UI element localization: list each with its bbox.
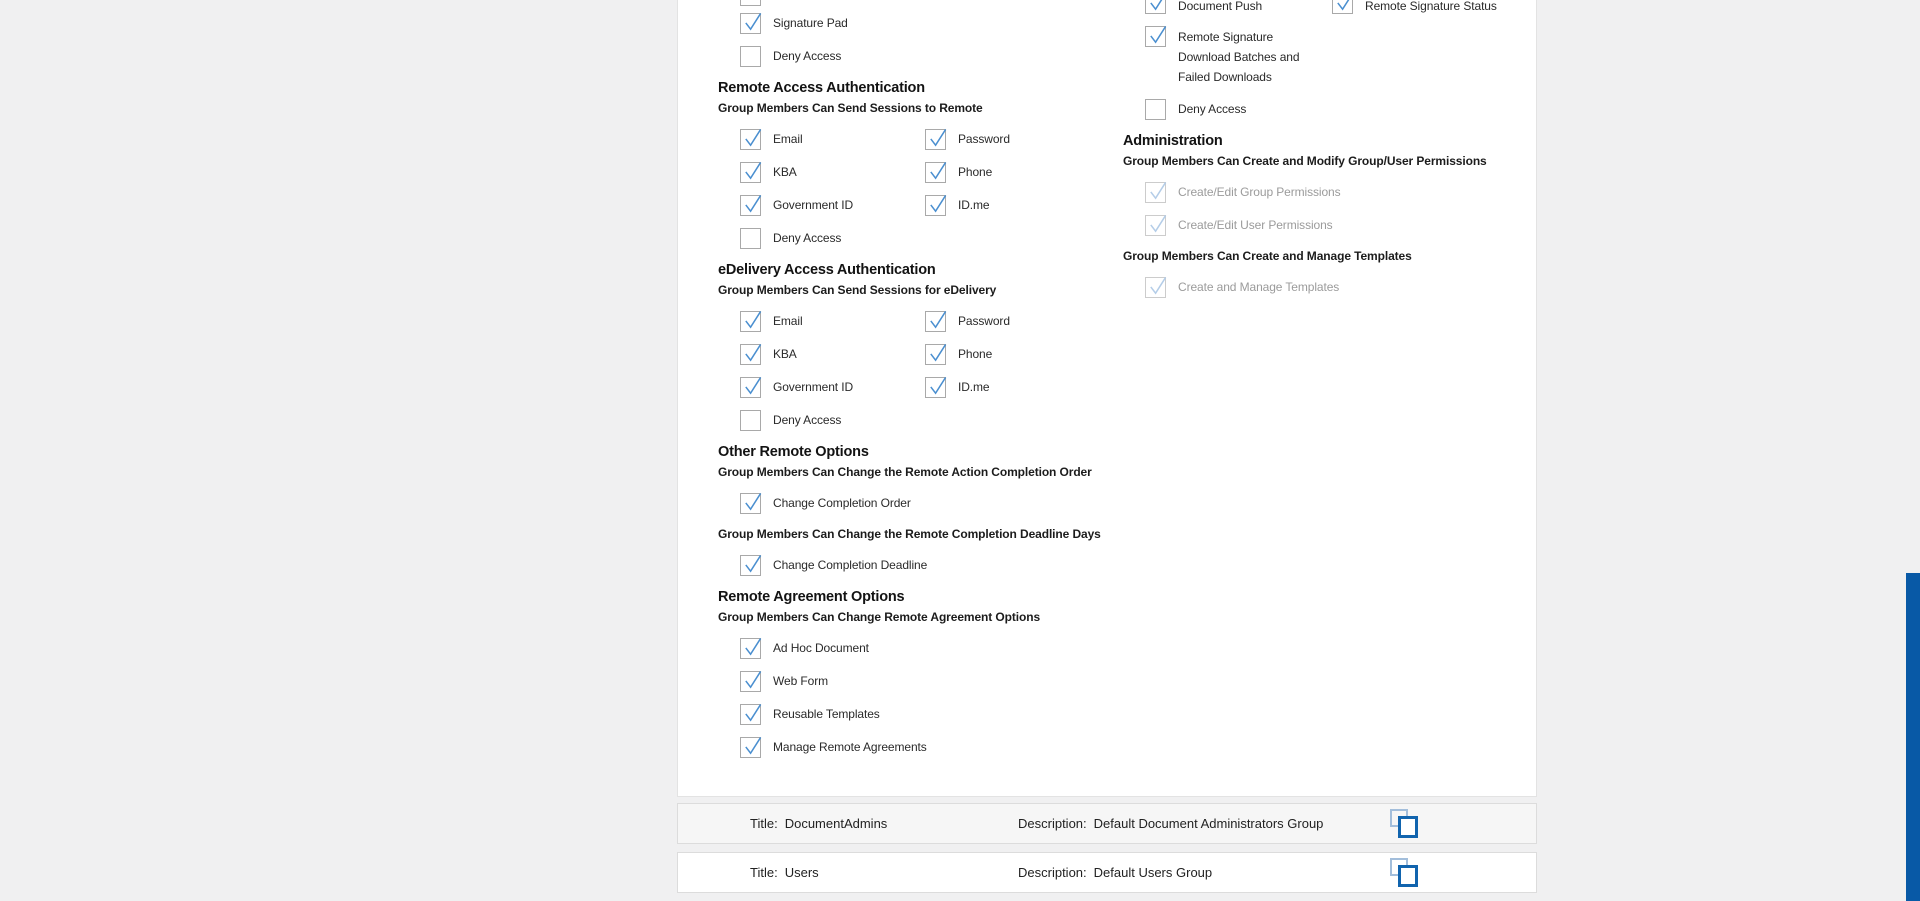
- check-label-create-edit-user-permissions: Create/Edit User Permissions: [1178, 218, 1333, 232]
- check-item-document-push: [1145, 0, 1310, 14]
- check-item-deny-access: [1145, 99, 1528, 120]
- checklist: [718, 493, 1118, 514]
- checkmark-icon: [742, 192, 763, 216]
- check-label-remote-signature: [1178, 26, 1299, 87]
- checkmark-icon: [927, 126, 948, 150]
- check-label-manage-remote-agreements: Manage Remote Agreements: [773, 740, 927, 754]
- create-edit-group-permissions-checkbox[interactable]: [1145, 182, 1166, 203]
- scrollbar-thumb[interactable]: [1906, 573, 1920, 901]
- group-row-documentadmins[interactable]: [677, 803, 1537, 844]
- section-subheading-group-members-can-create-and-modify-group-user-permissions: Group Members Can Create and Modify Group/User Permissions: [1123, 154, 1487, 168]
- section-subheading-group-members-can-create-and-manage-templates: Group Members Can Create and Manage Templates: [1123, 249, 1412, 263]
- check-label-phone: Phone: [958, 347, 993, 361]
- check-label-line: Failed Downloads: [1178, 70, 1272, 84]
- check-item-web-form: [740, 671, 1118, 692]
- checkgrid: [718, 311, 1118, 410]
- check-label-id-me: ID.me: [958, 198, 990, 212]
- checkmark-icon: [742, 635, 763, 659]
- checkmark-icon: [742, 341, 763, 365]
- check-label-deny-access: Deny Access: [1178, 102, 1247, 116]
- phone-checkbox[interactable]: [925, 344, 946, 365]
- check-item-remote-signature-status: [1332, 0, 1528, 14]
- check-label-deny-access: Deny Access: [773, 231, 842, 245]
- check-label-email: Email: [773, 314, 803, 328]
- section-heading-edelivery-access-authentication: eDelivery Access Authentication: [718, 262, 936, 278]
- check-label-create-edit-group-permissions: Create/Edit Group Permissions: [1178, 185, 1341, 199]
- signature-pad-checkbox[interactable]: [740, 13, 761, 34]
- group-title-value: Users: [784, 865, 819, 880]
- check-item-signature-pad: [740, 13, 1118, 34]
- remote-signature-status-checkbox[interactable]: [1332, 0, 1353, 14]
- partially-visible-checkbox[interactable]: [740, 0, 761, 6]
- kba-checkbox[interactable]: [740, 162, 761, 183]
- checkmark-icon: [742, 490, 763, 514]
- section-heading-remote-access-authentication: Remote Access Authentication: [718, 80, 925, 96]
- phone-checkbox[interactable]: [925, 162, 946, 183]
- remote-signature-checkbox[interactable]: [1145, 26, 1166, 47]
- email-checkbox[interactable]: [740, 129, 761, 150]
- check-label-change-completion-order: Change Completion Order: [773, 496, 911, 510]
- check-label-web-form: Web Form: [773, 674, 828, 688]
- check-item-id-me: [925, 195, 1118, 216]
- checkmark-icon: [1147, 23, 1168, 47]
- manage-remote-agreements-checkbox[interactable]: [740, 737, 761, 758]
- check-label-signature-pad: Signature Pad: [773, 16, 848, 30]
- check-label-kba: KBA: [773, 165, 797, 179]
- document-push-checkbox[interactable]: [1145, 0, 1166, 14]
- change-completion-order-checkbox[interactable]: [740, 493, 761, 514]
- section-subheading-group-members-can-change-the-remote-completion-deadline-days: Group Members Can Change the Remote Completion Deadline Days: [718, 527, 1101, 541]
- deny-access-checkbox[interactable]: [740, 410, 761, 431]
- group-title-label: Title:: [750, 865, 778, 880]
- government-id-checkbox[interactable]: [740, 195, 761, 216]
- checklist: [718, 13, 1118, 67]
- check-item-government-id: [740, 377, 903, 398]
- copy-icon-front-square: [1398, 816, 1418, 838]
- checkmark-icon: [1147, 179, 1168, 203]
- check-item-deny-access: [740, 228, 1118, 249]
- checkmark-icon: [742, 10, 763, 34]
- check-item-deny-access: [740, 46, 1118, 67]
- copy-icon[interactable]: [1390, 809, 1418, 838]
- deny-access-checkbox[interactable]: [1145, 99, 1166, 120]
- check-label-ad-hoc-document: Ad Hoc Document: [773, 641, 869, 655]
- group-description: [1018, 865, 1212, 880]
- check-item-reusable-templates: [740, 704, 1118, 725]
- check-label-kba: KBA: [773, 347, 797, 361]
- copy-icon[interactable]: [1390, 858, 1418, 887]
- checkmark-icon: [927, 308, 948, 332]
- check-label-government-id: Government ID: [773, 198, 854, 212]
- check-item-password: [925, 129, 1118, 150]
- check-item-kba: [740, 162, 903, 183]
- group-title-value: DocumentAdmins: [784, 816, 888, 831]
- password-checkbox[interactable]: [925, 311, 946, 332]
- check-label-reusable-templates: Reusable Templates: [773, 707, 880, 721]
- checklist: [1123, 182, 1528, 236]
- check-label-deny-access: Deny Access: [773, 413, 842, 427]
- checkmark-icon: [1147, 274, 1168, 298]
- check-item-change-completion-deadline: [740, 555, 1118, 576]
- id-me-checkbox[interactable]: [925, 377, 946, 398]
- check-item-phone: [925, 344, 1118, 365]
- government-id-checkbox[interactable]: [740, 377, 761, 398]
- section-heading-remote-agreement-options: Remote Agreement Options: [718, 589, 905, 605]
- web-form-checkbox[interactable]: [740, 671, 761, 692]
- checkmark-icon: [742, 308, 763, 332]
- check-item-ad-hoc-document: [740, 638, 1118, 659]
- check-item-create-and-manage-templates: [1145, 277, 1528, 298]
- section-subheading-group-members-can-send-sessions-to-remote: Group Members Can Send Sessions to Remote: [718, 101, 983, 115]
- check-label-create-and-manage-templates: Create and Manage Templates: [1178, 280, 1340, 294]
- check-item-deny-access: [740, 410, 1118, 431]
- check-item-password: [925, 311, 1118, 332]
- checklist: [718, 410, 1118, 431]
- kba-checkbox[interactable]: [740, 344, 761, 365]
- ad-hoc-document-checkbox[interactable]: [740, 638, 761, 659]
- group-title-label: Title:: [750, 816, 778, 831]
- section-subheading-group-members-can-send-sessions-for-edelivery: Group Members Can Send Sessions for eDelivery: [718, 283, 997, 297]
- check-item-email: [740, 129, 903, 150]
- section-subheading-group-members-can-change-remote-agreement-options: Group Members Can Change Remote Agreement Options: [718, 610, 1041, 624]
- checklist: [1123, 277, 1528, 298]
- check-item-remote-signature: [1145, 26, 1528, 87]
- check-label-remote-signature-status: Remote Signature Status: [1365, 0, 1497, 13]
- check-item-create-edit-group-permissions: [1145, 182, 1528, 203]
- checkmark-icon: [742, 159, 763, 183]
- group-description-value: Default Document Administrators Group: [1093, 816, 1324, 831]
- change-completion-deadline-checkbox[interactable]: [740, 555, 761, 576]
- checkmark-icon: [1147, 0, 1168, 14]
- check-item-change-completion-order: [740, 493, 1118, 514]
- checkmark-icon: [742, 126, 763, 150]
- checkmark-icon: [742, 701, 763, 725]
- checkgrid: [1123, 0, 1528, 26]
- check-item-kba: [740, 344, 903, 365]
- checkmark-icon: [927, 341, 948, 365]
- group-title: [750, 816, 1018, 831]
- check-label-id-me: ID.me: [958, 380, 990, 394]
- create-edit-user-permissions-checkbox[interactable]: [1145, 215, 1166, 236]
- permissions-panel: [677, 0, 1537, 797]
- group-description-value: Default Users Group: [1093, 865, 1213, 880]
- checklist: [718, 555, 1118, 576]
- checkgrid: [718, 129, 1118, 228]
- check-item-email: [740, 311, 903, 332]
- check-item-government-id: [740, 195, 903, 216]
- check-label-phone: Phone: [958, 165, 993, 179]
- left-column: [718, 0, 1118, 770]
- group-description-label: Description:: [1018, 816, 1087, 831]
- deny-access-checkbox[interactable]: [740, 46, 761, 67]
- id-me-checkbox[interactable]: [925, 195, 946, 216]
- checkmark-icon: [1334, 0, 1355, 14]
- check-label-document-push: Document Push: [1178, 0, 1263, 13]
- check-item-create-edit-user-permissions: [1145, 215, 1528, 236]
- check-label-password: Password: [958, 132, 1010, 146]
- group-description: [1018, 816, 1323, 831]
- check-item-id-me: [925, 377, 1118, 398]
- email-checkbox[interactable]: [740, 311, 761, 332]
- section-heading-administration: Administration: [1123, 133, 1223, 149]
- deny-access-checkbox[interactable]: [740, 228, 761, 249]
- group-description-label: Description:: [1018, 865, 1087, 880]
- checklist: [718, 228, 1118, 249]
- create-and-manage-templates-checkbox[interactable]: [1145, 277, 1166, 298]
- check-label-email: Email: [773, 132, 803, 146]
- check-label-deny-access: Deny Access: [773, 49, 842, 63]
- checkmark-icon: [742, 668, 763, 692]
- checklist: [1123, 99, 1528, 120]
- group-row-users[interactable]: [677, 852, 1537, 893]
- checkmark-icon: [927, 159, 948, 183]
- group-title: [750, 865, 1018, 880]
- checkmark-icon: [742, 734, 763, 758]
- checkmark-icon: [1147, 212, 1168, 236]
- checkmark-icon: [742, 552, 763, 576]
- password-checkbox[interactable]: [925, 129, 946, 150]
- checklist: [1123, 26, 1528, 87]
- check-label-line: Download Batches and: [1178, 50, 1300, 64]
- reusable-templates-checkbox[interactable]: [740, 704, 761, 725]
- check-label-password: Password: [958, 314, 1010, 328]
- check-item-manage-remote-agreements: [740, 737, 1118, 758]
- check-label-change-completion-deadline: Change Completion Deadline: [773, 558, 928, 572]
- right-column: [1123, 0, 1528, 310]
- checkmark-icon: [742, 374, 763, 398]
- copy-icon-front-square: [1398, 865, 1418, 887]
- checklist: [718, 638, 1118, 758]
- check-label-government-id: Government ID: [773, 380, 854, 394]
- checkmark-icon: [927, 374, 948, 398]
- check-label-line: Remote Signature: [1178, 30, 1274, 44]
- section-subheading-group-members-can-change-the-remote-action-completion-order: Group Members Can Change the Remote Action Completion Order: [718, 465, 1092, 479]
- section-heading-other-remote-options: Other Remote Options: [718, 444, 869, 460]
- check-item-phone: [925, 162, 1118, 183]
- checkmark-icon: [927, 192, 948, 216]
